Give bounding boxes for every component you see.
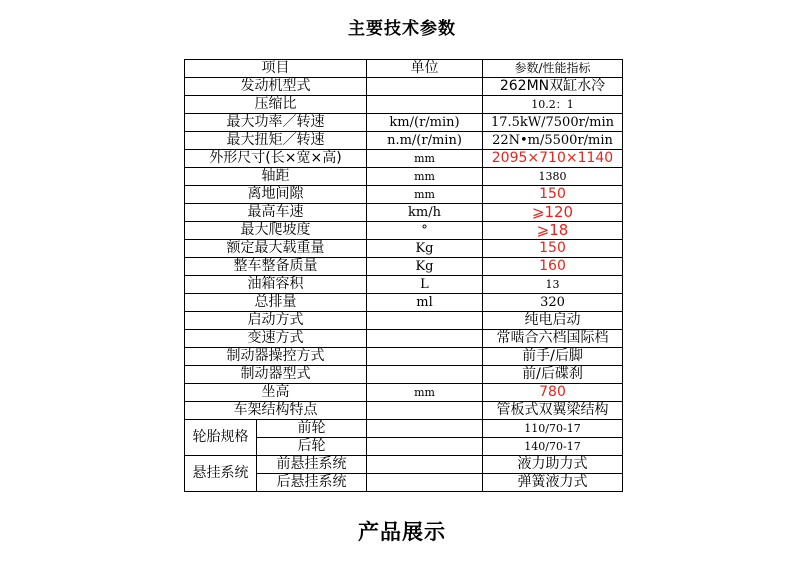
row-unit xyxy=(367,366,483,384)
table-row xyxy=(185,456,623,474)
suspension-group-label: 悬挂系统 xyxy=(185,456,257,492)
table-row xyxy=(185,276,623,294)
row-item: 总排量 xyxy=(185,294,367,312)
row-unit xyxy=(367,438,483,456)
table-row xyxy=(185,78,623,96)
header-unit: 单位 xyxy=(367,60,483,78)
row-unit: ml xyxy=(367,294,483,312)
row-unit xyxy=(367,96,483,114)
table-row xyxy=(185,294,623,312)
row-item: 制动器型式 xyxy=(185,366,367,384)
row-value: 13 xyxy=(483,276,623,294)
table-row xyxy=(185,186,623,204)
row-item: 额定最大载重量 xyxy=(185,240,367,258)
row-unit xyxy=(367,78,483,96)
row-item: 启动方式 xyxy=(185,312,367,330)
row-value: 150 xyxy=(483,186,623,204)
table-header-row xyxy=(185,60,623,78)
row-unit xyxy=(367,330,483,348)
table-row xyxy=(185,384,623,402)
header-value: 参数/性能指标 xyxy=(483,60,623,78)
row-unit xyxy=(367,474,483,492)
row-item: 制动器操控方式 xyxy=(185,348,367,366)
tire-group-label: 轮胎规格 xyxy=(185,420,257,456)
row-item: 后悬挂系统 xyxy=(257,474,367,492)
table-row xyxy=(185,114,623,132)
row-unit: mm xyxy=(367,186,483,204)
row-item: 最大爬坡度 xyxy=(185,222,367,240)
row-item: 最高车速 xyxy=(185,204,367,222)
table-row xyxy=(185,402,623,420)
row-value: 前/后碟刹 xyxy=(483,366,623,384)
row-value: 320 xyxy=(483,294,623,312)
row-value: 1380 xyxy=(483,168,623,186)
row-unit: mm xyxy=(367,150,483,168)
row-item: 车架结构特点 xyxy=(185,402,367,420)
table-row xyxy=(185,330,623,348)
row-value: ⩾18 xyxy=(483,222,623,240)
row-value: 纯电启动 xyxy=(483,312,623,330)
row-value: 2095×710×1140 xyxy=(483,150,623,168)
table-row xyxy=(185,168,623,186)
row-unit xyxy=(367,420,483,438)
row-unit: km/(r/min) xyxy=(367,114,483,132)
row-item: 外形尺寸(长×宽×高) xyxy=(185,150,367,168)
row-unit xyxy=(367,402,483,420)
row-item: 前轮 xyxy=(257,420,367,438)
row-value: 780 xyxy=(483,384,623,402)
table-row xyxy=(185,204,623,222)
table-row xyxy=(185,150,623,168)
row-item: 油箱容积 xyxy=(185,276,367,294)
row-item: 后轮 xyxy=(257,438,367,456)
row-value: 弹簧液力式 xyxy=(483,474,623,492)
row-value: 160 xyxy=(483,258,623,276)
row-unit xyxy=(367,348,483,366)
row-value: 管板式双翼梁结构 xyxy=(483,402,623,420)
table-row xyxy=(185,96,623,114)
section-title: 产品展示 xyxy=(358,519,446,544)
row-unit xyxy=(367,312,483,330)
row-value: 前手/后脚 xyxy=(483,348,623,366)
table-row xyxy=(185,366,623,384)
header-item: 项目 xyxy=(185,60,367,78)
row-unit: n.m/(r/min) xyxy=(367,132,483,150)
row-unit: L xyxy=(367,276,483,294)
row-item: 最大扭矩／转速 xyxy=(185,132,367,150)
page-title: 主要技术参数 xyxy=(348,19,456,39)
row-value: 22N•m/5500r/min xyxy=(483,132,623,150)
row-value: 17.5kW/7500r/min xyxy=(483,114,623,132)
row-unit: Kg xyxy=(367,258,483,276)
row-item: 前悬挂系统 xyxy=(257,456,367,474)
row-unit: ° xyxy=(367,222,483,240)
row-unit: km/h xyxy=(367,204,483,222)
table-row xyxy=(185,132,623,150)
row-item: 轴距 xyxy=(185,168,367,186)
row-item: 最大功率／转速 xyxy=(185,114,367,132)
row-value: 液力助力式 xyxy=(483,456,623,474)
row-value: 110/70-17 xyxy=(483,420,623,438)
table-row xyxy=(185,420,623,438)
row-value: 262MN双缸水冷 xyxy=(483,78,623,96)
table-row xyxy=(185,240,623,258)
row-value: 150 xyxy=(483,240,623,258)
row-unit: mm xyxy=(367,384,483,402)
row-value: 常啮合六档国际档 xyxy=(483,330,623,348)
table-row xyxy=(185,312,623,330)
row-value: 140/70-17 xyxy=(483,438,623,456)
row-item: 变速方式 xyxy=(185,330,367,348)
row-value: 10.2：1 xyxy=(483,96,623,114)
row-item: 离地间隙 xyxy=(185,186,367,204)
row-item: 坐高 xyxy=(185,384,367,402)
row-value: ⩾120 xyxy=(483,204,623,222)
row-item: 发动机型式 xyxy=(185,78,367,96)
row-unit xyxy=(367,456,483,474)
row-unit: Kg xyxy=(367,240,483,258)
table-row xyxy=(185,348,623,366)
row-item: 压缩比 xyxy=(185,96,367,114)
row-unit: mm xyxy=(367,168,483,186)
spec-table xyxy=(184,59,623,492)
row-item: 整车整备质量 xyxy=(185,258,367,276)
table-row xyxy=(185,222,623,240)
table-row xyxy=(185,258,623,276)
